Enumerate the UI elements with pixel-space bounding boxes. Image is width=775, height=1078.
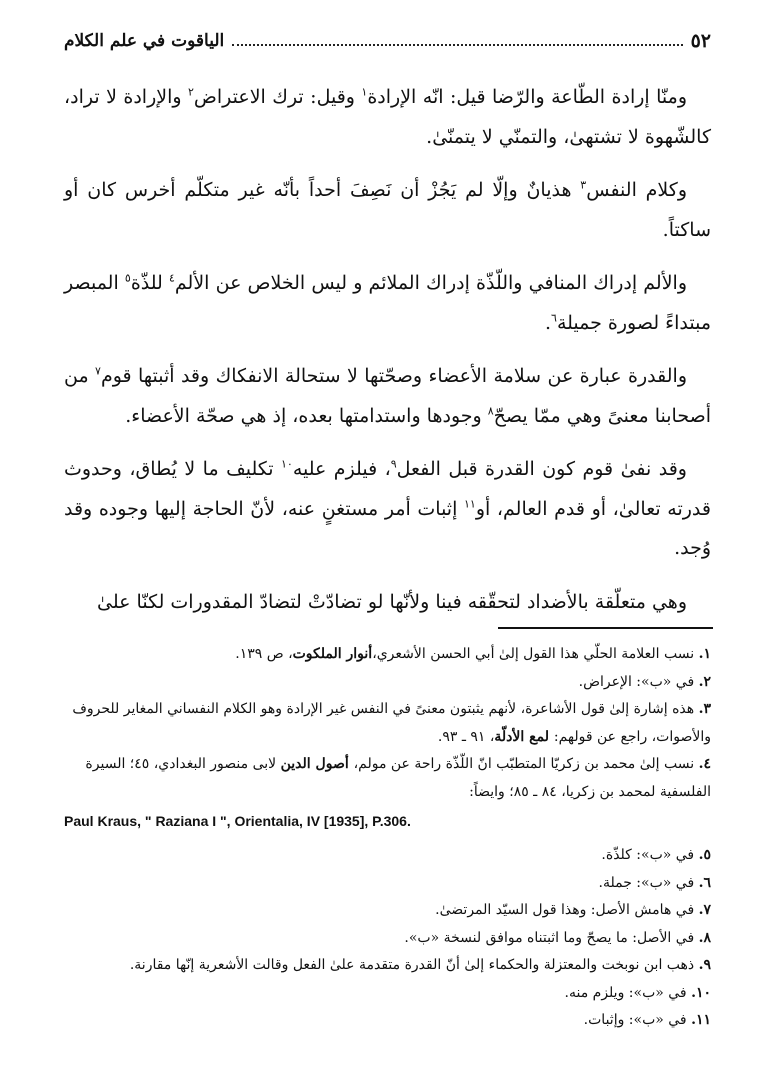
footnote-4	[64, 751, 711, 806]
footnote-number: ٧.	[698, 902, 711, 918]
footnote-ref: ٢	[188, 85, 194, 99]
footnote-ref: ١١	[464, 497, 476, 511]
footnote-5	[64, 842, 711, 870]
running-title: الياقوت في علم الكلام	[64, 31, 225, 51]
paragraph-4	[64, 357, 711, 436]
footnote-text: لابى منصور البغدادي، ٤٥؛ السيرة الفلسفية لمحمد بن زكريا، ٨٤ ـ ٨٥؛ وايضاً:	[85, 756, 711, 800]
text-run: .	[544, 311, 552, 334]
footnote-text: هذه إشارة إلىٰ قول الأشاعرة، لأنهم يثبتون معنىً في النفس غير الإرادة وهو الكلام النفساني المغاير للحروف والأصوات، راجع عن قولهم:	[72, 701, 711, 745]
main-text	[64, 78, 711, 636]
footnote-1	[64, 641, 711, 669]
footnote-10	[64, 980, 711, 1008]
footnote-text: في «ب»: وإثبات.	[583, 1012, 692, 1028]
footnote-ref: ١	[361, 85, 368, 99]
text-run: هذيانٌ وإلّا لم يَجُزْ أن نَصِفَ أحداً بأنّه غير متكلّم أخرس كان أو ساكتاً.	[64, 179, 711, 241]
text-run: والإرادة لا تراد، كالشّهوة لا تشتهىٰ، والتمنّي لا يتمنّىٰ.	[64, 86, 711, 148]
paragraph-6: وهي متعلّقة بالأضداد لتحقّقه فينا ولأنّها لو تضادّتْ لتضادّ المقدورات لكنّا علىٰ	[97, 590, 687, 613]
footnote-text: في الأصل: ما يصحّ وما اثبتناه موافق لنسخة «ب».	[404, 929, 699, 946]
text-run: المبصر مبتداءً لصورة جميلة	[64, 272, 711, 334]
footnote-ref: ٧	[95, 364, 101, 378]
text-run: وجودها واستدامتها بعده، إذ هي صحّة الأعضاء.	[125, 404, 488, 427]
footnote-source: لمع الأدلّة	[494, 728, 554, 745]
paragraph-2	[64, 171, 711, 250]
footnote-text: ، ص ١٣٩.	[235, 646, 293, 662]
footnote-3	[64, 696, 711, 751]
footnote-text: ذهب ابن نوبخت والمعتزلة والحكماء إلىٰ أنّ القدرة متقدمة علىٰ الفعل وقالت الأشعرية إنّها مقارنة.	[129, 957, 699, 973]
footnote-text: في «ب»: الإعراض.	[578, 673, 699, 690]
footnote-number: ٨.	[698, 929, 711, 946]
footnote-2	[64, 669, 711, 697]
footnote-7	[64, 897, 711, 925]
footnote-text: في هامش الأصل: وهذا قول السيّد المرتضىٰ.	[435, 902, 699, 918]
footnote-text: في «ب»: كلذّة.	[601, 847, 699, 863]
footnote-number: ٤.	[698, 756, 711, 772]
text-run: والقدرة عبارة عن سلامة الأعضاء وصحّتها لا ستحالة الانفكاك وقد أثبتها قوم	[100, 365, 687, 387]
header-dot-leader	[232, 44, 682, 46]
text-run: ، فيلزم عليه	[292, 458, 391, 480]
footnote-text: نسب إلىٰ محمد بن زكريّا المتطبّب انّ اللّذّة راحة عن مولم،	[353, 756, 699, 772]
footnote-number: ٦.	[698, 874, 711, 891]
footnote-9	[64, 952, 711, 980]
running-header	[64, 24, 711, 58]
latin-reference: Paul Kraus, " Raziana I ", Orientalia, IV [1935], P.306.	[64, 813, 411, 829]
footnote-number: ١.	[698, 646, 711, 662]
footnote-6	[64, 870, 711, 898]
footnote-ref: ٨	[487, 404, 494, 418]
footnote-ref: ٦	[551, 311, 557, 325]
footnote-number: ١٠.	[691, 984, 711, 1001]
text-run: تكليف ما لا يُطاق، وحدوث قدرته تعالىٰ، أو قدم العالم، أو	[64, 458, 711, 520]
footnote-ref: ٩	[390, 457, 397, 471]
page-number: ٥٢	[690, 30, 711, 52]
text-run: للذّة	[130, 272, 169, 294]
footnote-separator	[498, 627, 713, 629]
footnote-source: أنوار الملكوت	[292, 646, 373, 662]
paragraph-3	[64, 264, 711, 343]
footnote-source: أصول الدين	[280, 756, 354, 772]
text-run: من أصحابنا معنىً وهي ممّا يصحّ	[64, 365, 711, 427]
paragraph-1	[64, 78, 711, 157]
footnote-text: نسب العلامة الحلّي هذا القول إلىٰ أبي الحسن الأشعري،	[372, 646, 699, 662]
footnote-number: ٥.	[698, 847, 711, 863]
footnote-text: في «ب»: ويلزم منه.	[564, 984, 692, 1001]
footnotes	[64, 641, 711, 1035]
text-run: وقد نفىٰ قوم كون القدرة قبل الفعل	[396, 458, 687, 480]
footnote-8	[64, 925, 711, 953]
footnote-text: ، ٩١ ـ ٩٣.	[437, 728, 495, 745]
footnote-number: ١١.	[691, 1012, 711, 1028]
footnote-ref: ١٠	[280, 457, 293, 471]
footnote-text: في «ب»: جملة.	[598, 874, 699, 891]
text-run: إثبات أمر مستغنٍ عنه، لأنّ الحاجة إليها وجوده وقد وُجد.	[64, 497, 711, 559]
footnote-number: ٢.	[698, 673, 711, 690]
text-run: والألم إدراك المنافي واللّذّة إدراك الملائم و ليس الخلاص عن الألم	[174, 272, 688, 294]
footnote-11	[64, 1007, 711, 1035]
text-run: وقيل: ترك الاعتراض	[193, 86, 362, 108]
footnote-ref: ٥	[124, 271, 131, 285]
paragraph-5	[64, 450, 711, 569]
text-run: وكلام النفس	[586, 179, 687, 201]
footnote-ref: ٣	[580, 178, 587, 192]
footnote-number: ٩.	[698, 957, 711, 973]
footnote-ref: ٤	[168, 271, 175, 285]
text-run: ومنّا إرادة الطّاعة والرّضا قيل: انّه الإرادة	[367, 86, 688, 108]
footnote-number: ٣.	[698, 701, 711, 717]
